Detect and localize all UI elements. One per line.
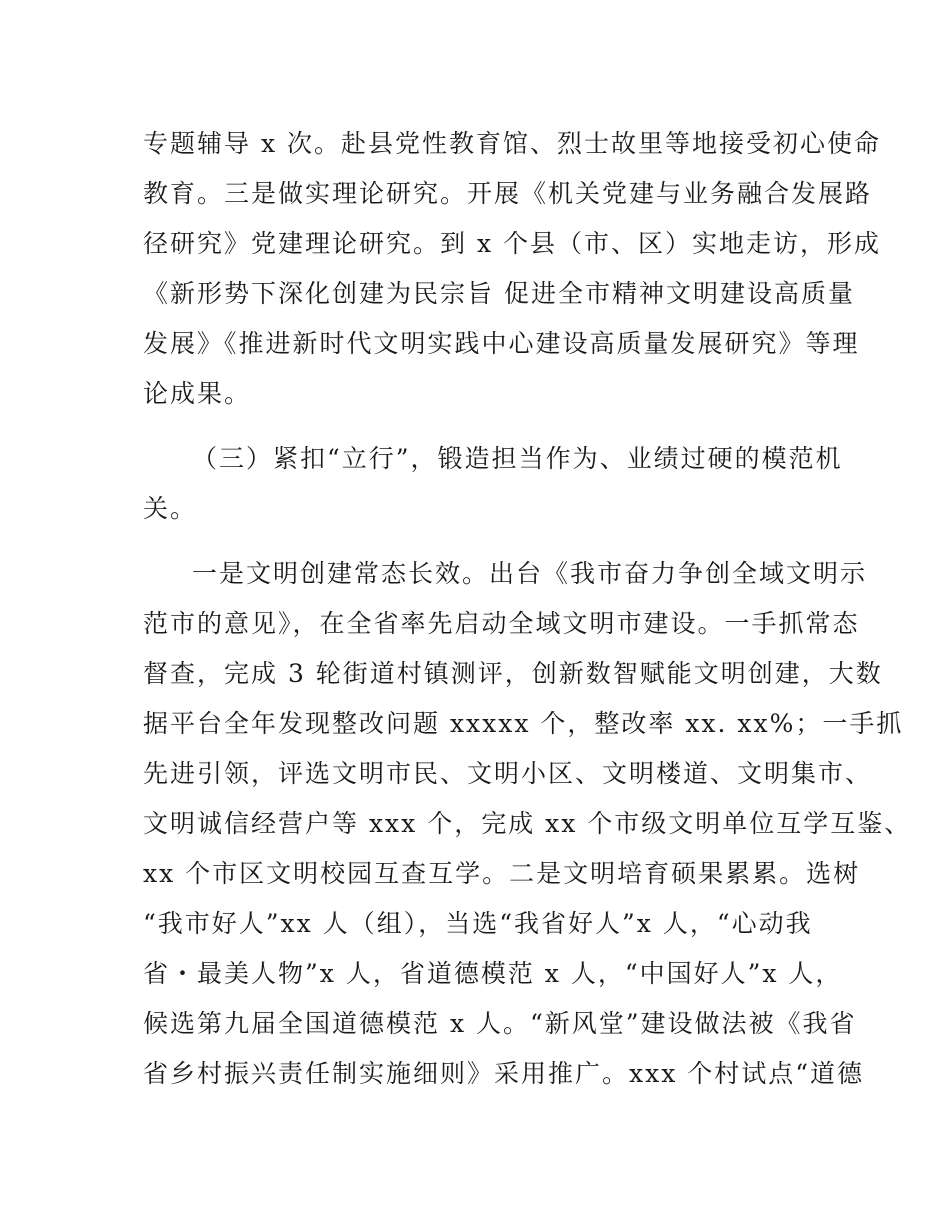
paragraph-line: 据平台全年发现整改问题 xxxxx 个，整改率 xx. xx%；一手抓 (143, 709, 904, 738)
paragraph-line: xx 个市区文明校园互查互学。二是文明培育硕果累累。选树 (143, 859, 861, 888)
paragraph-line: 《新形势下深化创建为民宗旨 促进全市精神文明建设高质量 (143, 279, 855, 308)
section-heading-line: （三）紧扣“立行”，锻造担当作为、业绩过硬的模范机 (192, 444, 843, 473)
paragraph-line: 候选第九届全国道德模范 x 人。“新风堂”建设做法被《我省 (143, 1009, 857, 1038)
paragraph-line: 专题辅导 x 次。赴县党性教育馆、烈士故里等地接受初心使命 (143, 129, 881, 158)
paragraph-line: 范市的意见》，在全省率先启动全域文明市建设。一手抓常态 (143, 609, 860, 638)
section-heading-line: 关。 (143, 494, 198, 523)
paragraph-line: 省乡村振兴责任制实施细则》采用推广。xxx 个村试点“道德 (143, 1059, 865, 1088)
paragraph-line: 发展》《推进新时代文明实践中心建设高质量发展研究》等理 (143, 329, 860, 358)
paragraph-line: “我市好人”xx 人（组），当选“我省好人”x 人，“心动我 (143, 909, 813, 938)
paragraph-line: 论成果。 (143, 379, 252, 408)
paragraph-line: 一是文明创建常态长效。出台《我市奋力争创全域文明示 (192, 559, 868, 588)
paragraph-line: 省・最美人物”x 人，省道德模范 x 人，“中国好人”x 人， (143, 959, 843, 988)
paragraph-line: 督查，完成 3 轮街道村镇测评，创新数智赋能文明创建，大数 (143, 659, 883, 688)
paragraph-line: 文明诚信经营户等 xxx 个，完成 xx 个市级文明单位互学互鉴、 (143, 809, 912, 838)
paragraph-line: 径研究》党建理论研究。到 x 个县（市、区）实地走访，形成 (143, 229, 881, 258)
paragraph-line: 教育。三是做实理论研究。开展《机关党建与业务融合发展路 (143, 179, 873, 208)
paragraph-line: 先进引领，评选文明市民、文明小区、文明楼道、文明集市、 (143, 759, 873, 788)
